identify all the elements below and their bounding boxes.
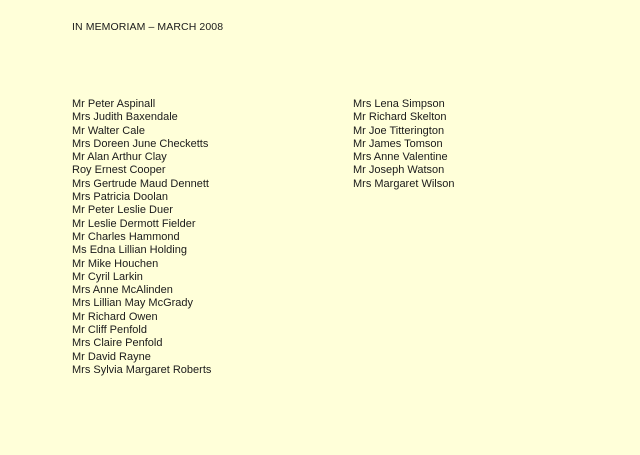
name-entry: Mr Leslie Dermott Fielder bbox=[72, 217, 196, 230]
names-column-left bbox=[72, 98, 211, 377]
name-entry: Mrs Margaret Wilson bbox=[353, 177, 455, 190]
name-entry: Mrs Anne McAlinden bbox=[72, 284, 173, 297]
name-entry: Mr David Rayne bbox=[72, 350, 151, 363]
name-entry: Roy Ernest Cooper bbox=[72, 164, 166, 177]
names-column-right bbox=[353, 98, 454, 191]
name-entry: Mrs Doreen June Checketts bbox=[72, 137, 209, 150]
name-entry: Mrs Judith Baxendale bbox=[72, 111, 178, 124]
name-entry: Mrs Sylvia Margaret Roberts bbox=[72, 363, 212, 376]
name-entry: Mr Joseph Watson bbox=[353, 164, 445, 177]
page-title: IN MEMORIAM – MARCH 2008 bbox=[72, 21, 224, 33]
name-entry: Mr James Tomson bbox=[353, 137, 443, 150]
name-entry: Mr Joe Titterington bbox=[353, 124, 445, 137]
name-entry: Ms Edna Lillian Holding bbox=[72, 244, 187, 257]
name-entry: Mrs Lena Simpson bbox=[353, 98, 445, 110]
name-entry: Mr Peter Aspinall bbox=[72, 98, 156, 110]
name-entry: Mr Richard Owen bbox=[72, 310, 158, 323]
name-entry: Mrs Anne Valentine bbox=[353, 151, 448, 164]
name-entry: Mr Alan Arthur Clay bbox=[72, 151, 167, 164]
name-entry: Mr Mike Houchen bbox=[72, 257, 159, 270]
name-entry: Mr Richard Skelton bbox=[353, 111, 447, 124]
name-entry: Mr Cliff Penfold bbox=[72, 324, 147, 337]
name-entry: Mr Charles Hammond bbox=[72, 230, 180, 243]
name-entry: Mrs Gertrude Maud Dennett bbox=[72, 177, 209, 190]
name-entry: Mrs Lillian May McGrady bbox=[72, 297, 194, 310]
name-entry: Mr Walter Cale bbox=[72, 124, 145, 137]
name-entry: Mrs Patricia Doolan bbox=[72, 191, 168, 204]
name-entry: Mr Peter Leslie Duer bbox=[72, 204, 173, 217]
name-entry: Mr Cyril Larkin bbox=[72, 270, 143, 283]
name-entry: Mrs Claire Penfold bbox=[72, 337, 163, 350]
